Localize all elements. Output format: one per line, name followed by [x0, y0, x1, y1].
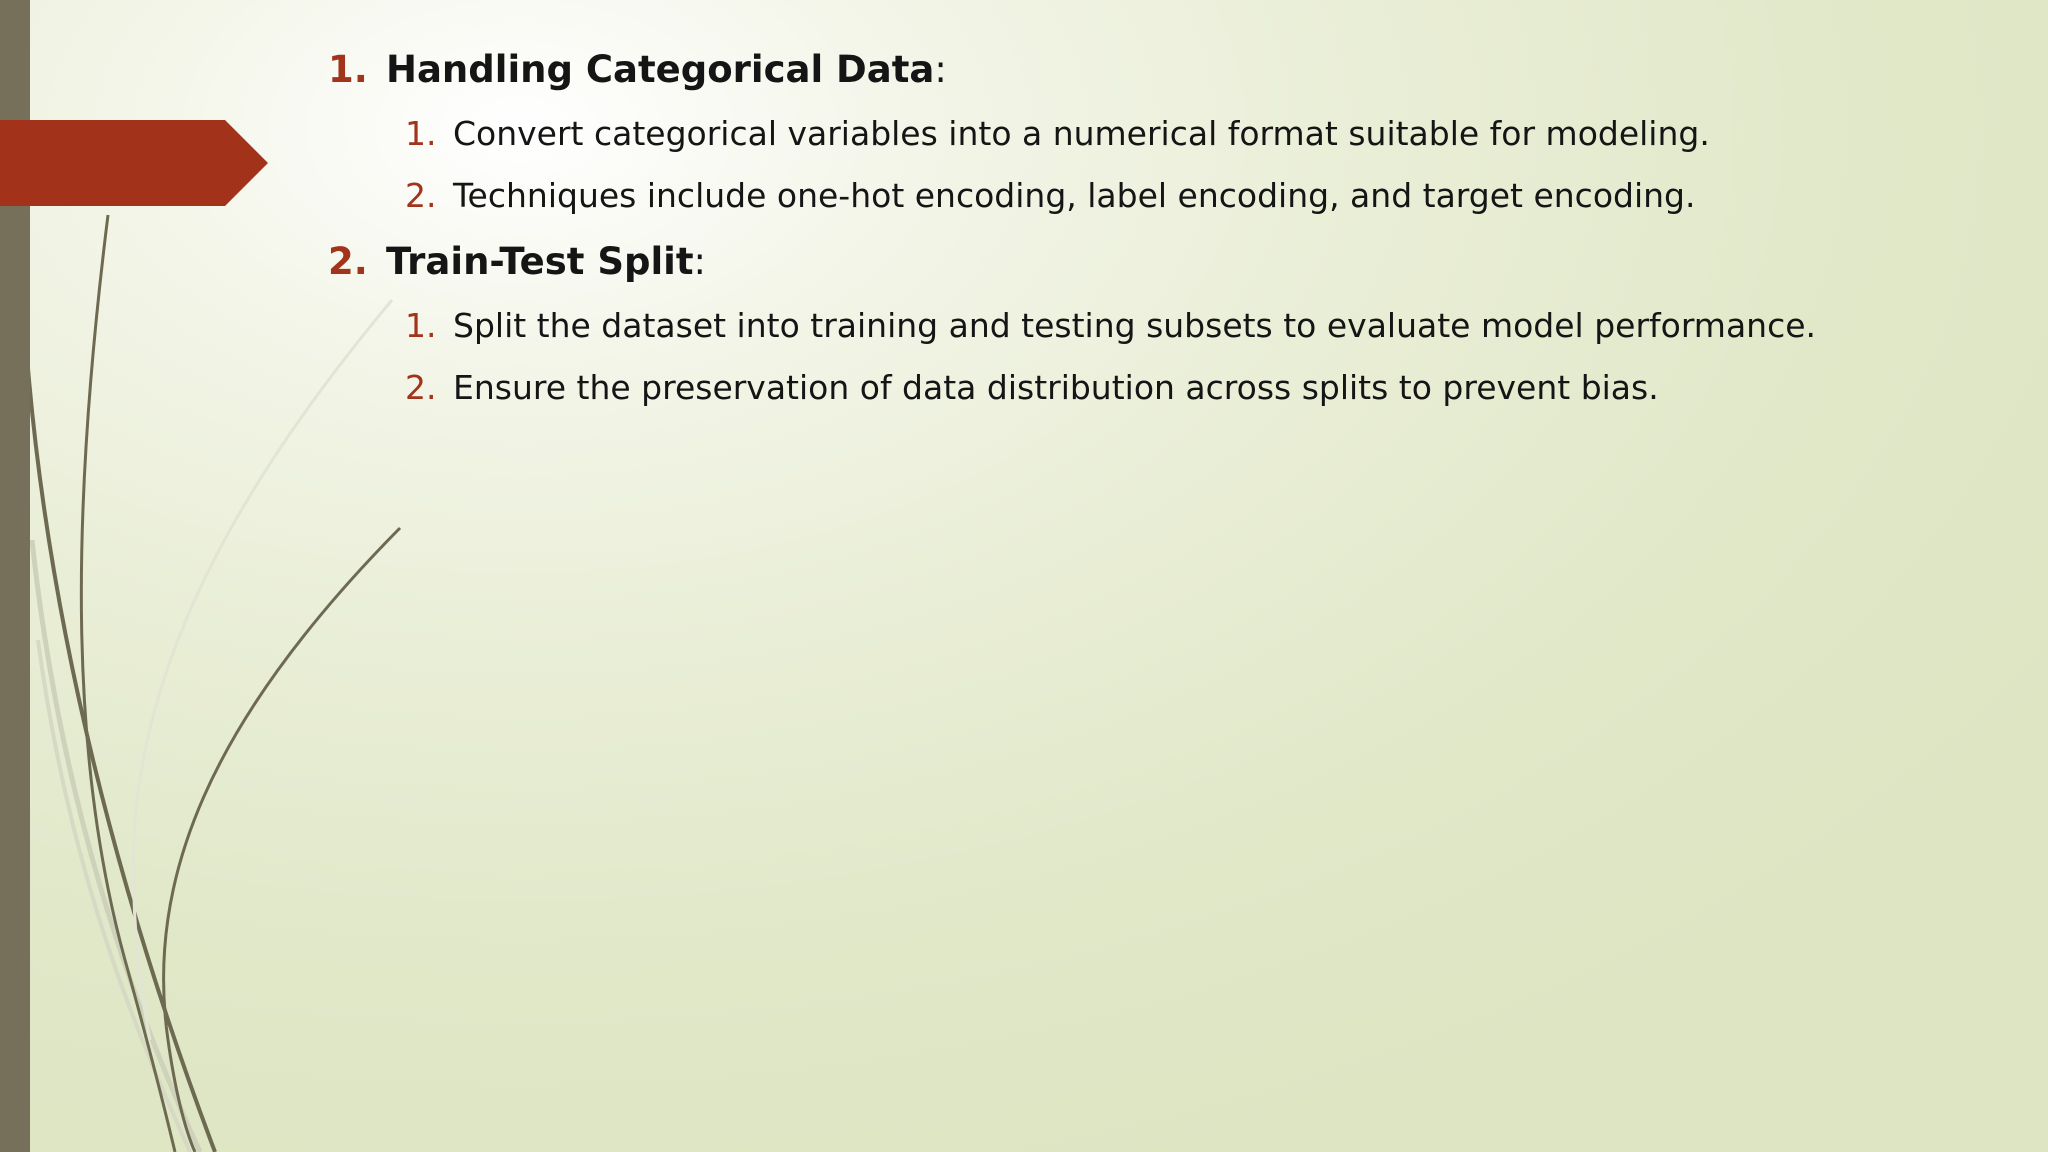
list-item-number: 2.	[405, 368, 437, 407]
section-heading-text: Train-Test Split	[386, 240, 694, 283]
list-item-text: Split the dataset into training and testing subsets to evaluate model performance.	[453, 306, 1817, 345]
section-colon: :	[693, 240, 706, 283]
list-item-text: Convert categorical variables into a numerical format suitable for modeling.	[453, 114, 1710, 153]
list-item-text: Ensure the preservation of data distribution across splits to prevent bias.	[453, 368, 1659, 407]
list-item-number: 2.	[405, 176, 437, 215]
list-item-text: Techniques include one-hot encoding, label encoding, and target encoding.	[453, 176, 1696, 215]
section-number: 2.	[328, 240, 368, 283]
section-colon: :	[934, 48, 947, 91]
section-number: 1.	[328, 48, 368, 91]
list-item-number: 1.	[405, 306, 437, 345]
section-heading-text: Handling Categorical Data	[386, 48, 935, 91]
list-item-number: 1.	[405, 114, 437, 153]
arrow-tab-shape	[0, 120, 270, 206]
